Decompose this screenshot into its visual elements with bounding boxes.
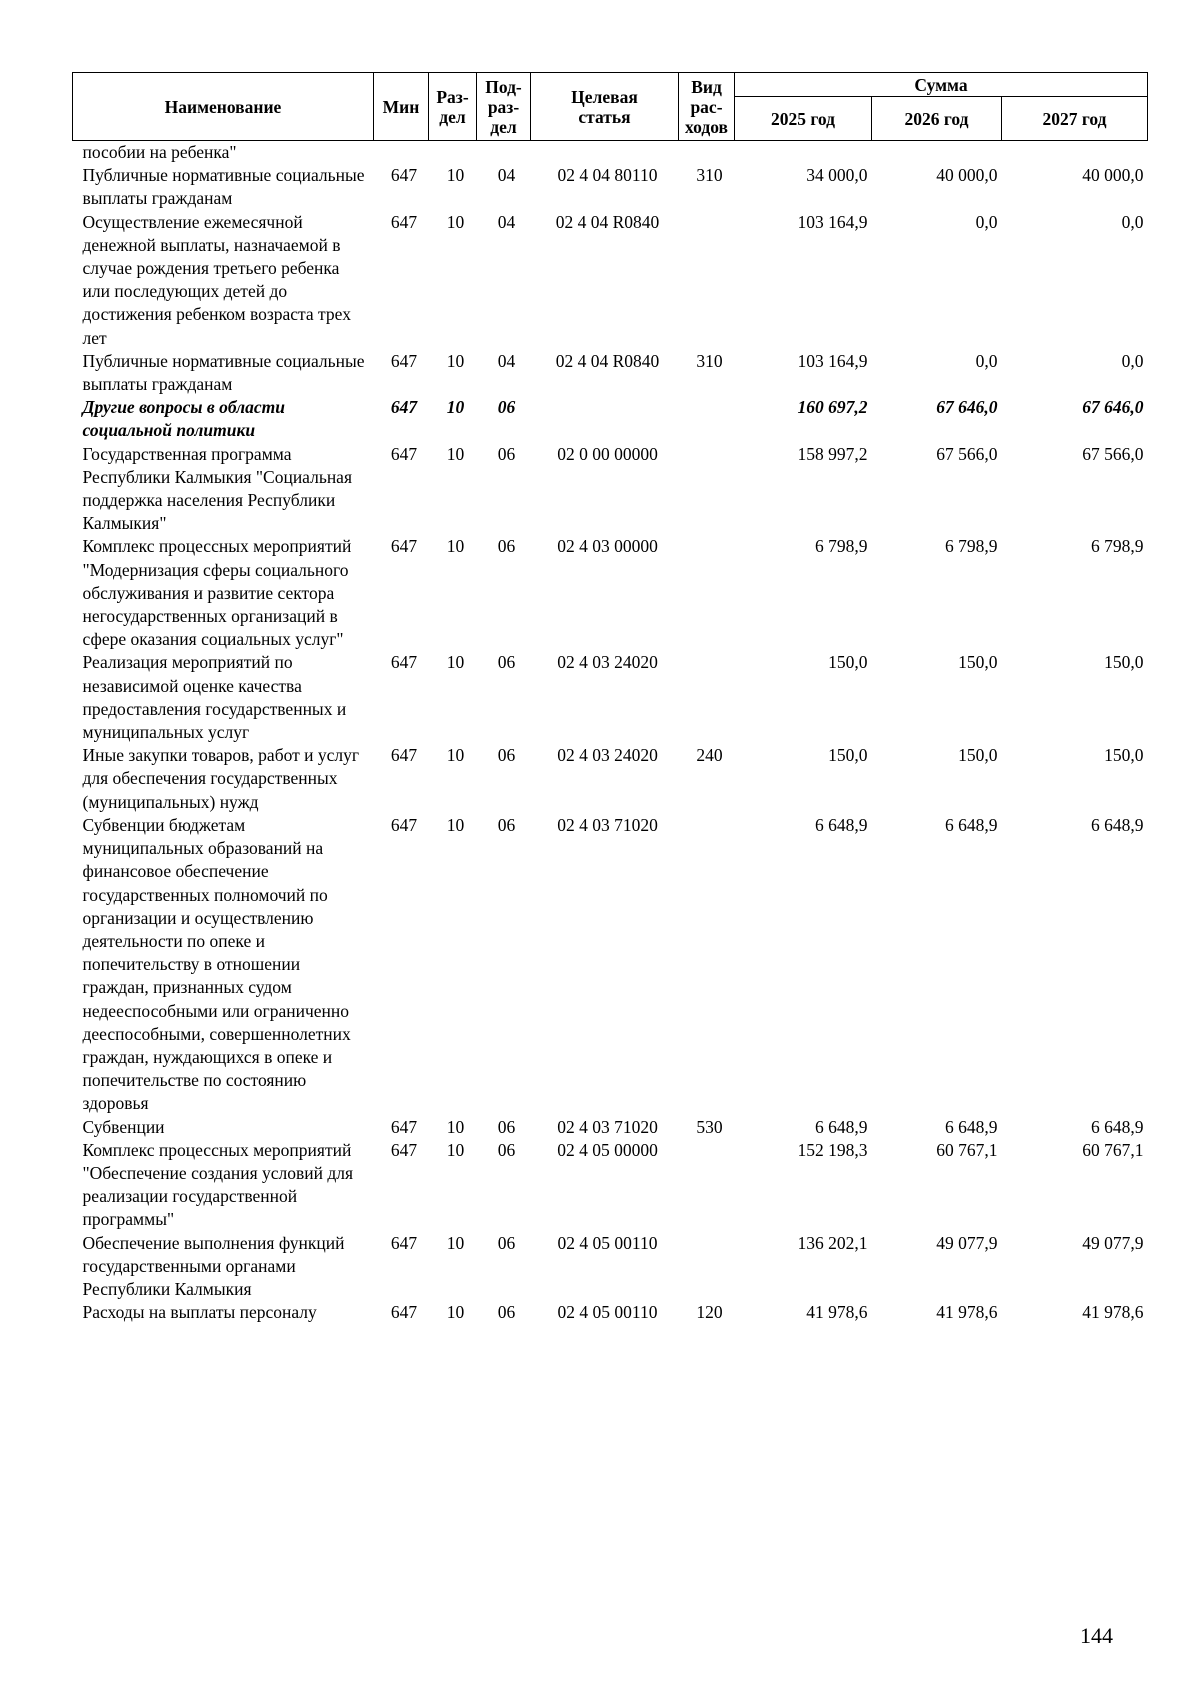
cell-2026: 6 648,9	[945, 1116, 998, 1137]
cell-min: 647	[390, 165, 418, 186]
cell-vid	[679, 535, 735, 651]
cell-vid	[679, 1139, 735, 1232]
col-summa-header: Сумма	[735, 73, 1148, 97]
cell-podrazdel: 04	[497, 350, 516, 371]
cell-statya	[531, 141, 679, 165]
cell-razdel: 10	[446, 350, 465, 371]
cell-2025: 6 648,9	[815, 814, 868, 835]
cell-vid	[679, 211, 735, 350]
cell-name: Иные закупки товаров, работ и услуг для обеспечения государственных (муниципальных) нужд	[82, 745, 360, 812]
cell-name: Другие вопросы в области социальной политики	[82, 397, 286, 441]
cell-razdel: 10	[446, 443, 465, 464]
cell-2025: 158 997,2	[797, 443, 868, 464]
cell-2025: 152 198,3	[797, 1139, 868, 1160]
cell-name: Публичные нормативные социальные выплаты гражданам	[82, 165, 365, 209]
cell-2025: 160 697,2	[797, 397, 868, 418]
cell-statya: 02 0 00 00000	[557, 443, 658, 464]
cell-2025: 34 000,0	[806, 165, 868, 186]
col-2025-header: 2025 год	[735, 97, 872, 141]
cell-razdel: 10	[446, 652, 465, 673]
cell-name: Реализация мероприятий по независимой оценке качества предоставления государственных и муниципальных услуг	[82, 652, 347, 743]
cell-2027: 150,0	[1104, 745, 1144, 766]
cell-min: 647	[390, 1139, 418, 1160]
cell-min: 647	[390, 536, 418, 557]
cell-2027	[1002, 141, 1148, 165]
cell-2027: 40 000,0	[1082, 165, 1144, 186]
cell-2025: 136 202,1	[797, 1232, 868, 1253]
cell-vid	[679, 651, 735, 744]
table-row	[73, 1301, 1148, 1324]
cell-vid	[679, 396, 735, 442]
cell-statya: 02 4 04 R0840	[555, 211, 660, 232]
cell-2025: 6 648,9	[815, 1116, 868, 1137]
cell-podrazdel: 06	[497, 1302, 516, 1323]
cell-2026: 150,0	[958, 652, 998, 673]
cell-2025: 150,0	[828, 745, 868, 766]
cell-2026: 150,0	[958, 745, 998, 766]
col-vid-header: Вид рас- ходов	[679, 73, 735, 141]
cell-podrazdel: 06	[497, 814, 516, 835]
cell-name: пособии на ребенка"	[82, 142, 237, 162]
cell-2025: 150,0	[828, 652, 868, 673]
cell-name: Комплекс процессных мероприятий "Обеспечение создания условий для реализации государственной программы"	[82, 1139, 354, 1230]
table-row	[73, 1139, 1148, 1232]
cell-razdel: 10	[446, 1232, 465, 1253]
table-row	[73, 211, 1148, 350]
cell-2026: 6 798,9	[945, 536, 998, 557]
cell-razdel: 10	[446, 536, 465, 557]
cell-statya: 02 4 04 80110	[557, 165, 658, 186]
cell-statya: 02 4 03 24020	[557, 745, 658, 766]
cell-statya: 02 4 03 00000	[557, 536, 658, 557]
budget-table	[72, 72, 1148, 1324]
cell-2027: 6 648,9	[1091, 1116, 1144, 1137]
cell-razdel: 10	[446, 397, 465, 418]
table-row	[73, 744, 1148, 814]
cell-2026: 0,0	[975, 350, 998, 371]
col-min-header: Мин	[374, 73, 429, 141]
cell-min: 647	[390, 1116, 418, 1137]
cell-2027: 6 648,9	[1091, 814, 1144, 835]
document-page	[72, 72, 1147, 1324]
cell-2025: 41 978,6	[806, 1302, 868, 1323]
col-name-header: Наименование	[73, 73, 374, 141]
cell-statya: 02 4 05 00110	[557, 1232, 658, 1253]
cell-min: 647	[390, 443, 418, 464]
cell-2026: 49 077,9	[936, 1232, 998, 1253]
cell-min: 647	[390, 1302, 418, 1323]
col-statya-header: Целевая статья	[531, 73, 679, 141]
col-2027-header: 2027 год	[1002, 97, 1148, 141]
cell-vid	[679, 141, 735, 165]
cell-statya: 02 4 03 71020	[557, 814, 658, 835]
cell-min: 647	[390, 745, 418, 766]
table-row	[73, 814, 1148, 1116]
cell-2026: 67 566,0	[936, 443, 998, 464]
cell-podrazdel: 06	[497, 745, 516, 766]
cell-2026: 6 648,9	[945, 814, 998, 835]
table-row	[73, 164, 1148, 210]
cell-podrazdel	[477, 141, 531, 165]
cell-2027: 60 767,1	[1082, 1139, 1144, 1160]
cell-vid: 120	[696, 1302, 723, 1323]
cell-podrazdel: 04	[497, 211, 516, 232]
cell-2025	[735, 141, 872, 165]
cell-name: Обеспечение выполнения функций государственными органами Республики Калмыкия	[82, 1232, 345, 1299]
cell-2027: 41 978,6	[1082, 1302, 1144, 1323]
cell-2026: 41 978,6	[936, 1302, 998, 1323]
table-body	[73, 141, 1148, 1325]
cell-podrazdel: 06	[497, 1116, 516, 1137]
cell-name: Субвенции бюджетам муниципальных образований на финансовое обеспечение государственных полномочий по организации и осуществлению деятельности по опеке и попечительству в отношении граждан, признанных судом недееспособными или ограниченно дееспособными, совершеннолетних граждан, нуждающихся в опеке и попечительстве по состоянию здоровья	[82, 814, 351, 1114]
cell-vid: 310	[696, 350, 723, 371]
cell-podrazdel: 06	[497, 1232, 516, 1253]
cell-razdel: 10	[446, 745, 465, 766]
cell-name: Комплекс процессных мероприятий "Модернизация сферы социального обслуживания и развитие сектора негосударственных организаций в сфере оказания социальных услуг"	[82, 536, 352, 650]
cell-name: Расходы на выплаты персоналу	[82, 1302, 317, 1323]
cell-min: 647	[390, 814, 418, 835]
cell-2026	[872, 141, 1002, 165]
cell-razdel: 10	[446, 211, 465, 232]
cell-statya: 02 4 05 00110	[557, 1302, 658, 1323]
col-podrazdel-header: Под- раз- дел	[477, 73, 531, 141]
table-row	[73, 651, 1148, 744]
cell-2025: 103 164,9	[797, 211, 868, 232]
table-row	[73, 141, 1148, 165]
table-row	[73, 1116, 1148, 1139]
cell-razdel: 10	[446, 1116, 465, 1137]
cell-min: 647	[390, 350, 418, 371]
cell-2027: 0,0	[1121, 350, 1144, 371]
cell-vid: 530	[696, 1116, 723, 1137]
cell-2027: 0,0	[1121, 211, 1144, 232]
cell-statya: 02 4 04 R0840	[555, 350, 660, 371]
cell-vid: 310	[696, 165, 723, 186]
cell-vid	[679, 1232, 735, 1302]
cell-podrazdel: 06	[497, 1139, 516, 1160]
cell-podrazdel: 06	[497, 536, 516, 557]
col-2026-header: 2026 год	[872, 97, 1002, 141]
cell-razdel: 10	[446, 1302, 465, 1323]
table-row	[73, 396, 1148, 442]
cell-2027: 150,0	[1104, 652, 1144, 673]
cell-statya: 02 4 05 00000	[557, 1139, 658, 1160]
cell-min: 647	[390, 1232, 418, 1253]
cell-2025: 103 164,9	[797, 350, 868, 371]
cell-2026: 40 000,0	[936, 165, 998, 186]
cell-podrazdel: 06	[497, 397, 516, 418]
cell-statya	[531, 396, 679, 442]
cell-razdel: 10	[446, 814, 465, 835]
cell-2025: 6 798,9	[815, 536, 868, 557]
cell-vid: 240	[696, 745, 723, 766]
cell-2027: 49 077,9	[1082, 1232, 1144, 1253]
cell-min: 647	[390, 397, 418, 418]
cell-2026: 0,0	[975, 211, 998, 232]
col-razdel-header: Раз- дел	[429, 73, 477, 141]
cell-2026: 60 767,1	[936, 1139, 998, 1160]
table-row	[73, 535, 1148, 651]
cell-podrazdel: 06	[497, 652, 516, 673]
cell-statya: 02 4 03 24020	[557, 652, 658, 673]
cell-2027: 6 798,9	[1091, 536, 1144, 557]
cell-razdel: 10	[446, 1139, 465, 1160]
cell-statya: 02 4 03 71020	[557, 1116, 658, 1137]
table-row	[73, 443, 1148, 536]
cell-name: Государственная программа Республики Калмыкия "Социальная поддержка населения Республики Калмыкия"	[82, 443, 352, 534]
page-number: 144	[1080, 1623, 1113, 1648]
cell-vid	[679, 443, 735, 536]
cell-2027: 67 646,0	[1082, 397, 1144, 418]
cell-podrazdel: 04	[497, 165, 516, 186]
cell-min: 647	[390, 652, 418, 673]
cell-name: Осуществление ежемесячной денежной выплаты, назначаемой в случае рождения третьего ребенка или последующих детей до достижения ребенком возраста трех лет	[82, 211, 351, 348]
table-header	[73, 73, 1148, 141]
table-row	[73, 1232, 1148, 1302]
cell-min: 647	[390, 211, 418, 232]
cell-name: Публичные нормативные социальные выплаты гражданам	[82, 350, 365, 395]
cell-2027: 67 566,0	[1082, 443, 1144, 464]
table-row	[73, 350, 1148, 396]
cell-vid	[679, 814, 735, 1116]
cell-razdel	[429, 141, 477, 165]
cell-podrazdel: 06	[497, 443, 516, 464]
cell-razdel: 10	[446, 165, 465, 186]
cell-2026: 67 646,0	[936, 397, 998, 418]
cell-min	[374, 141, 429, 165]
cell-name: Субвенции	[82, 1116, 165, 1137]
